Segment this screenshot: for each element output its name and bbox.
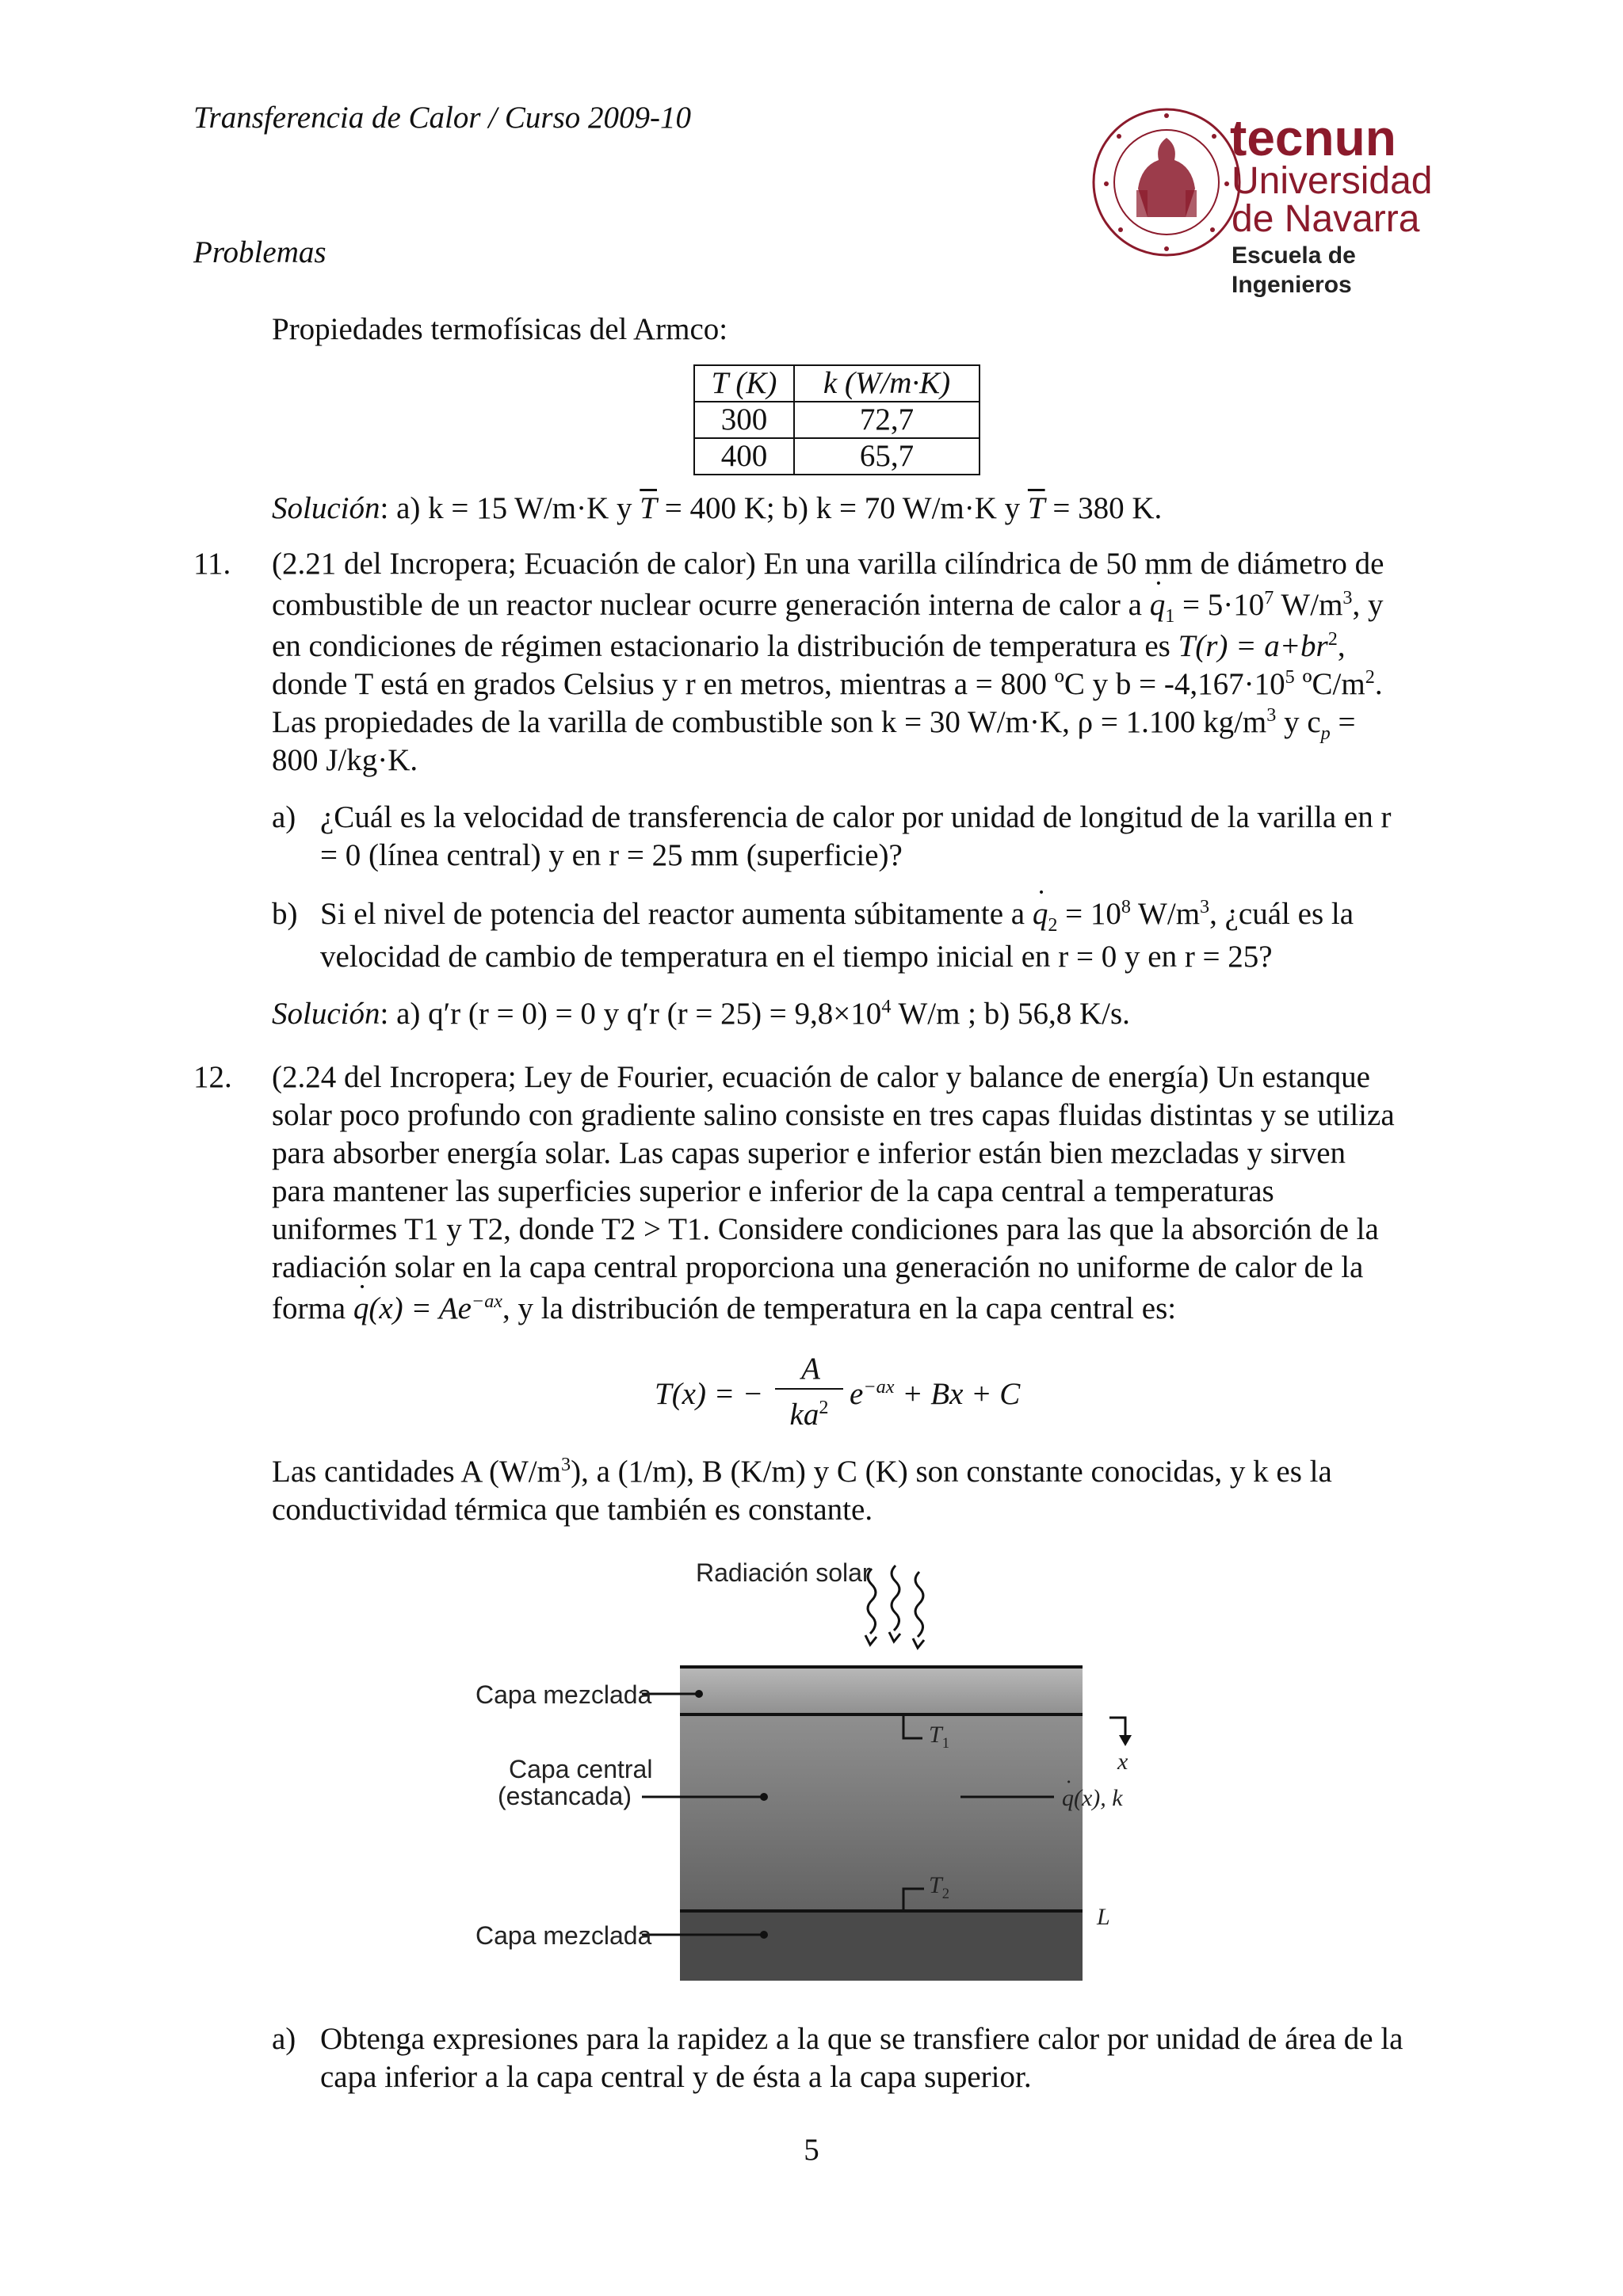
problem-12-line: radiación solar en la capa central proporciona una generación no uniforme de calor de la <box>272 1250 1364 1284</box>
armco-intro: Propiedades termofísicas del Armco: <box>272 312 728 346</box>
problem-12-line: uniformes T1 y T2, donde T2 > T1. Considere condiciones para las que la absorción de la <box>272 1212 1379 1246</box>
text-span: en condiciones de régimen estacionario la distribución de temperatura es <box>272 629 1170 663</box>
problem-11a-line: = 0 (línea central) y en r = 25 mm (superficie)? <box>320 838 903 872</box>
central-layer-label: Capa central <box>509 1755 653 1783</box>
equation-numerator: A <box>801 1352 820 1386</box>
text-span: , y <box>1352 588 1384 622</box>
university-logo <box>1087 95 1476 298</box>
table-header-row <box>694 365 980 402</box>
problem-11-line: 800 J/kg·K. <box>272 743 418 777</box>
text-span: (x) = Ae <box>369 1291 472 1325</box>
text-span: e <box>850 1377 864 1411</box>
x-label: x <box>1117 1749 1128 1775</box>
page-number: 5 <box>804 2133 819 2167</box>
q-dot-symbol: ˙ q <box>1033 897 1048 931</box>
text-span: T <box>929 1722 942 1748</box>
text-span: forma <box>272 1291 346 1325</box>
text-span: ˙ q(x), k <box>1062 1785 1123 1811</box>
t-mean-symbol: $\overline{T}$ <box>640 491 657 525</box>
table-cell: 65,7 <box>794 438 980 475</box>
equation-lhs: T(x) = − <box>655 1377 764 1411</box>
solar-pond-figure <box>475 1545 1189 1989</box>
text-span: ºC/m <box>1294 667 1365 701</box>
t1-label: $T_1$ <box>929 1722 949 1752</box>
table-header-cell: k (W/m·K) <box>794 365 980 402</box>
text-span: W/m ; b) 56,8 K/s. <box>891 997 1130 1031</box>
table-header-cell: T (K) <box>694 365 794 402</box>
logo-line3: Escuela de Ingenieros <box>1232 242 1356 298</box>
text-span: y c <box>1276 705 1321 739</box>
text-span: = 5·10 <box>1182 588 1265 622</box>
problem-12-line: (2.24 del Incropera; Ley de Fourier, ecuación de calor y balance de energía) Un estanque <box>272 1060 1370 1094</box>
logo-tecnun: tecnun <box>1230 109 1396 166</box>
text-span: : a) q′r (r = 0) = 0 y q′r (r = 25) = 9,8×10 <box>380 997 882 1031</box>
top-layer-label: Capa mezclada <box>475 1680 652 1709</box>
text-span: , ¿cuál es la <box>1209 897 1354 931</box>
problem-12a-line: capa inferior a la capa central y de ésta a la capa superior. <box>320 2060 1032 2094</box>
problem-12-line: solar poco profundo con gradiente salino consiste en tres capas fluidas distintas y se utiliza <box>272 1098 1395 1132</box>
solution-part-c: = 380 K. <box>1044 491 1163 525</box>
problem-11-number: 11. <box>193 547 231 581</box>
text-span: W/m <box>1274 588 1343 622</box>
armco-solution <box>272 490 1480 528</box>
problem-11-line: en condiciones de régimen estacionario la distribución de temperatura es $T(r) = a+br^2$, <box>272 628 1346 663</box>
table-cell: 300 <box>694 402 794 438</box>
radiation-label: Radiación solar <box>696 1558 871 1587</box>
text-span: + Bx + C <box>894 1377 1021 1411</box>
problem-11a-label: a) <box>272 800 296 834</box>
text-span: W/m <box>1131 897 1201 931</box>
course-title: Transferencia de Calor / Curso 2009-10 <box>193 101 691 135</box>
bottom-mixed-layer <box>680 1911 1083 1981</box>
equation-denominator: $ka^2$ <box>789 1397 829 1432</box>
problem-11-solution: Solución: a) q′r (r = 0) = 0 y q′r $(r = 25) = 9,8\times 10^4$ W/m ; b) 56,8 K/s. <box>272 996 1130 1031</box>
t2-label: $T_2$ <box>929 1872 949 1902</box>
q-label <box>1062 1784 1123 1814</box>
problem-11-line: combustible de un reactor nuclear ocurre generación interna de calor a ˙ $q_1 = 5\cdot 10^7$ $W/m^3$, y <box>272 586 1480 624</box>
problem-12a-line: Obtenga expresiones para la rapidez a la que se transfiere calor por unidad de área de la <box>320 2022 1403 2056</box>
problem-12-after: conductividad térmica que también es constante. <box>272 1493 873 1527</box>
problem-11b-line: Si el nivel de potencia del reactor aumenta súbitamente a ˙ $q_2 = 10^8$ $W/m^3$, ¿cuál es la <box>320 895 1480 933</box>
central-layer-label-2: (estancada) <box>498 1782 632 1810</box>
problem-11b-label: b) <box>272 897 298 931</box>
q-dot-symbol: ˙ q <box>353 1291 369 1325</box>
problem-11-line: (2.21 del Incropera; Ecuación de calor) En una varilla cilíndrica de 50 mm de diámetro de <box>272 547 1384 581</box>
logo-line2: de Navarra <box>1232 198 1420 240</box>
armco-property-table <box>693 364 980 475</box>
problem-11b-line: velocidad de cambio de temperatura en el tiempo inicial en r = 0 y en r = 25? <box>320 940 1273 974</box>
text-span: ka <box>789 1398 819 1432</box>
solution-part-a: : a) k = 15 W/m·K y <box>380 491 640 525</box>
text-span: donde T está en grados Celsius y r en metros, mientras a = 800 ºC y b = -4,167·10 <box>272 667 1285 701</box>
solution-label: Solución <box>272 491 380 525</box>
text-span: = 10 <box>1065 897 1121 931</box>
problem-12-line: para absorber energía solar. Las capas superior e inferior están bien mezcladas y sirven <box>272 1136 1346 1170</box>
text-span: ), a (1/m), B (K/m) y C (K) son constante conocidas, y k es la <box>571 1455 1332 1489</box>
solution-label: Solución <box>272 997 380 1031</box>
university-seal-icon <box>1087 95 1246 269</box>
fraction-bar <box>775 1388 843 1390</box>
problem-12-after: Las cantidades A $(W/m^3)$, a (1/m), B (K/m) y C (K) son constante conocidas, y k es la <box>272 1454 1332 1489</box>
q-dot-symbol: ˙ q <box>1150 588 1166 622</box>
text-span: Si el nivel de potencia del reactor aumenta súbitamente a <box>320 897 1025 931</box>
t-mean-symbol: $\overline{T}$ <box>1027 491 1045 525</box>
problem-11-line: donde T está en grados Celsius y r en metros, mientras a = 800 ºC y $b = -4,167\cdot 10^5$ $ºC/m^2$. <box>272 666 1383 701</box>
problem-12-number: 12. <box>193 1060 232 1094</box>
problem-12a-label: a) <box>272 2022 296 2056</box>
section-title: Problemas <box>193 235 327 269</box>
L-label: L <box>1097 1904 1110 1930</box>
text-span: T(r) = a+br <box>1178 629 1328 663</box>
top-mixed-layer <box>680 1667 1083 1714</box>
text-span: Las cantidades A (W/m <box>272 1455 561 1489</box>
problem-12-line: para mantener las superficies superior e inferior de la capa central a temperaturas <box>272 1174 1274 1208</box>
table-row <box>694 402 980 438</box>
text-span: , y la distribución de temperatura en la capa central es: <box>502 1291 1177 1325</box>
logo-line1: Universidad <box>1232 160 1433 202</box>
text-span: combustible de un reactor nuclear ocurre generación interna de calor a <box>272 588 1142 622</box>
solution-part-b: = 400 K; b) k = 70 W/m·K y <box>657 491 1028 525</box>
equation-rest: $e^{-ax} + Bx + C$ <box>850 1376 1021 1411</box>
problem-12-line: forma ˙ $q(x) = Ae^{-ax}$, y la distribución de temperatura en la capa central es: <box>272 1290 1480 1328</box>
text-span: T <box>929 1872 942 1898</box>
table-cell: 72,7 <box>794 402 980 438</box>
solar-radiation-arrows <box>865 1566 924 1648</box>
problem-11-line: Las propiedades de la varilla de combustible son k = 30 W/m·K, ρ = 1.100 $kg/m^3$ y $c_p$ = <box>272 704 1356 744</box>
problem-11a-line: ¿Cuál es la velocidad de transferencia de calor por unidad de longitud de la varilla en r <box>320 800 1392 834</box>
bottom-layer-label: Capa mezclada <box>475 1921 652 1950</box>
table-cell: 400 <box>694 438 794 475</box>
text-span: Las propiedades de la varilla de combustible son k = 30 W/m·K, ρ = 1.100 kg/m <box>272 705 1267 739</box>
text-span: = <box>1330 705 1356 739</box>
table-row <box>694 438 980 475</box>
